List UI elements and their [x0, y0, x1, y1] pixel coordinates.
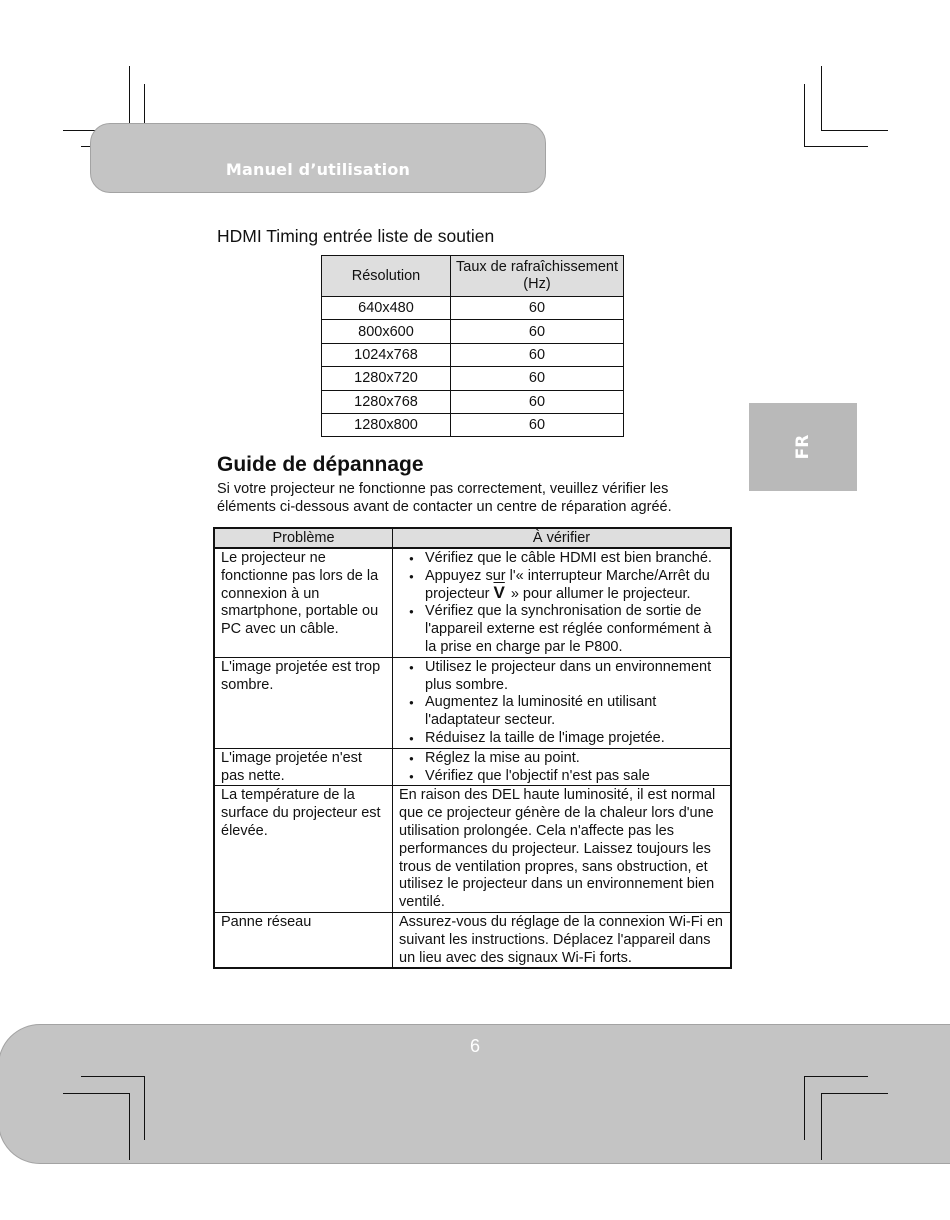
resolution-cell: 640x480	[322, 297, 451, 320]
table-row	[214, 912, 731, 968]
resolution-cell: 1280x768	[322, 390, 451, 413]
crop-mark	[804, 146, 868, 147]
check-cell	[393, 748, 732, 786]
hdmi-timing-table	[321, 255, 624, 437]
problem-cell: Panne réseau	[214, 912, 393, 968]
table-row	[322, 367, 624, 390]
table-row	[214, 748, 731, 786]
check-item	[399, 568, 725, 604]
check-item: ● Réglez la mise au point.	[399, 750, 725, 768]
refresh-rate-cell: 60	[451, 297, 624, 320]
resolution-cell: 1280x800	[322, 413, 451, 436]
table-row	[322, 297, 624, 320]
table-row	[322, 413, 624, 436]
crop-mark	[63, 1093, 130, 1094]
check-cell	[393, 548, 732, 657]
refresh-rate-cell: 60	[451, 390, 624, 413]
crop-mark	[144, 1076, 145, 1140]
troubleshooting-intro: Si votre projecteur ne fonctionne pas correctement, veuillez vérifier les éléments ci-dessous avant de contacter un centre de réparation agréé.	[217, 481, 672, 515]
hdmi-section-title: HDMI Timing entrée liste de soutien	[217, 226, 495, 246]
crop-mark	[821, 1093, 822, 1160]
check-list	[399, 659, 725, 748]
check-item-text: Appuyez sur l'« interrupteur Marche/Arrêt du projecteur	[425, 567, 710, 602]
table-row	[214, 786, 731, 913]
troubleshooting-title: Guide de dépannage	[217, 453, 424, 476]
column-header: Taux de rafraîchissement (Hz)	[451, 256, 624, 297]
crop-mark	[821, 66, 822, 131]
crop-mark	[129, 1093, 130, 1160]
check-item: ● Réduisez la taille de l'image projetée.	[399, 730, 725, 748]
resolution-cell: 800x600	[322, 320, 451, 343]
table-header-row	[214, 528, 731, 548]
check-item: ● Augmentez la luminosité en utilisant l'adaptateur secteur.	[399, 694, 725, 730]
power-switch-icon: $\overline{V}$	[493, 582, 505, 602]
table-row	[214, 657, 731, 748]
refresh-rate-cell: 60	[451, 413, 624, 436]
refresh-rate-cell: 60	[451, 343, 624, 366]
troubleshooting-table	[213, 527, 732, 969]
column-header: Problème	[214, 528, 393, 548]
refresh-rate-cell: 60	[451, 320, 624, 343]
problem-cell: L'image projetée est trop sombre.	[214, 657, 393, 748]
table-row	[322, 343, 624, 366]
table-header-row	[322, 256, 624, 297]
crop-mark	[804, 1076, 805, 1140]
crop-mark	[804, 1076, 868, 1077]
resolution-cell: 1024x768	[322, 343, 451, 366]
crop-mark	[821, 1093, 888, 1094]
page-number: 6	[469, 1036, 480, 1056]
crop-mark	[129, 66, 130, 130]
table-row	[322, 320, 624, 343]
crop-mark	[81, 1076, 144, 1077]
header-title: Manuel d’utilisation	[225, 160, 411, 179]
check-item-text: » pour allumer le projecteur.	[510, 585, 691, 602]
check-cell: En raison des DEL haute luminosité, il est normal que ce projecteur génère de la chaleur lors d'une utilisation prolongée. Cela n'affecte pas les performances du projecteur. Laissez toujours les trous de ventilation propres, sans obstruction, et utilisez le projecteur dans un environnement bien ventilé.	[393, 786, 732, 913]
check-item: ● Vérifiez que l'objectif n'est pas sale	[399, 768, 725, 786]
language-tab	[749, 403, 857, 491]
column-header: Résolution	[322, 256, 451, 297]
check-list	[399, 750, 725, 786]
crop-mark	[821, 130, 888, 131]
problem-cell: Le projecteur ne fonctionne pas lors de la connexion à un smartphone, portable ou PC avec un câble.	[214, 548, 393, 657]
problem-cell: La température de la surface du projecteur est élevée.	[214, 786, 393, 913]
refresh-rate-cell: 60	[451, 367, 624, 390]
check-item: ● Vérifiez que le câble HDMI est bien branché.	[399, 550, 725, 568]
column-header: À vérifier	[393, 528, 732, 548]
check-item: ● Utilisez le projecteur dans un environnement plus sombre.	[399, 659, 725, 695]
crop-mark	[804, 84, 805, 147]
table-row	[322, 390, 624, 413]
check-list	[399, 550, 725, 657]
table-row	[214, 548, 731, 657]
check-item: ● Vérifiez que la synchronisation de sortie de l'appareil externe est réglée conformément à la prise en charge par le P800.	[399, 603, 725, 656]
header-banner	[90, 123, 546, 193]
check-cell: Assurez-vous du réglage de la connexion Wi-Fi en suivant les instructions. Déplacez l'appareil dans un lieu avec des signaux Wi-Fi forts.	[393, 912, 732, 968]
check-cell	[393, 657, 732, 748]
resolution-cell: 1280x720	[322, 367, 451, 390]
problem-cell: L'image projetée n'est pas nette.	[214, 748, 393, 786]
language-label: FR	[793, 434, 813, 460]
